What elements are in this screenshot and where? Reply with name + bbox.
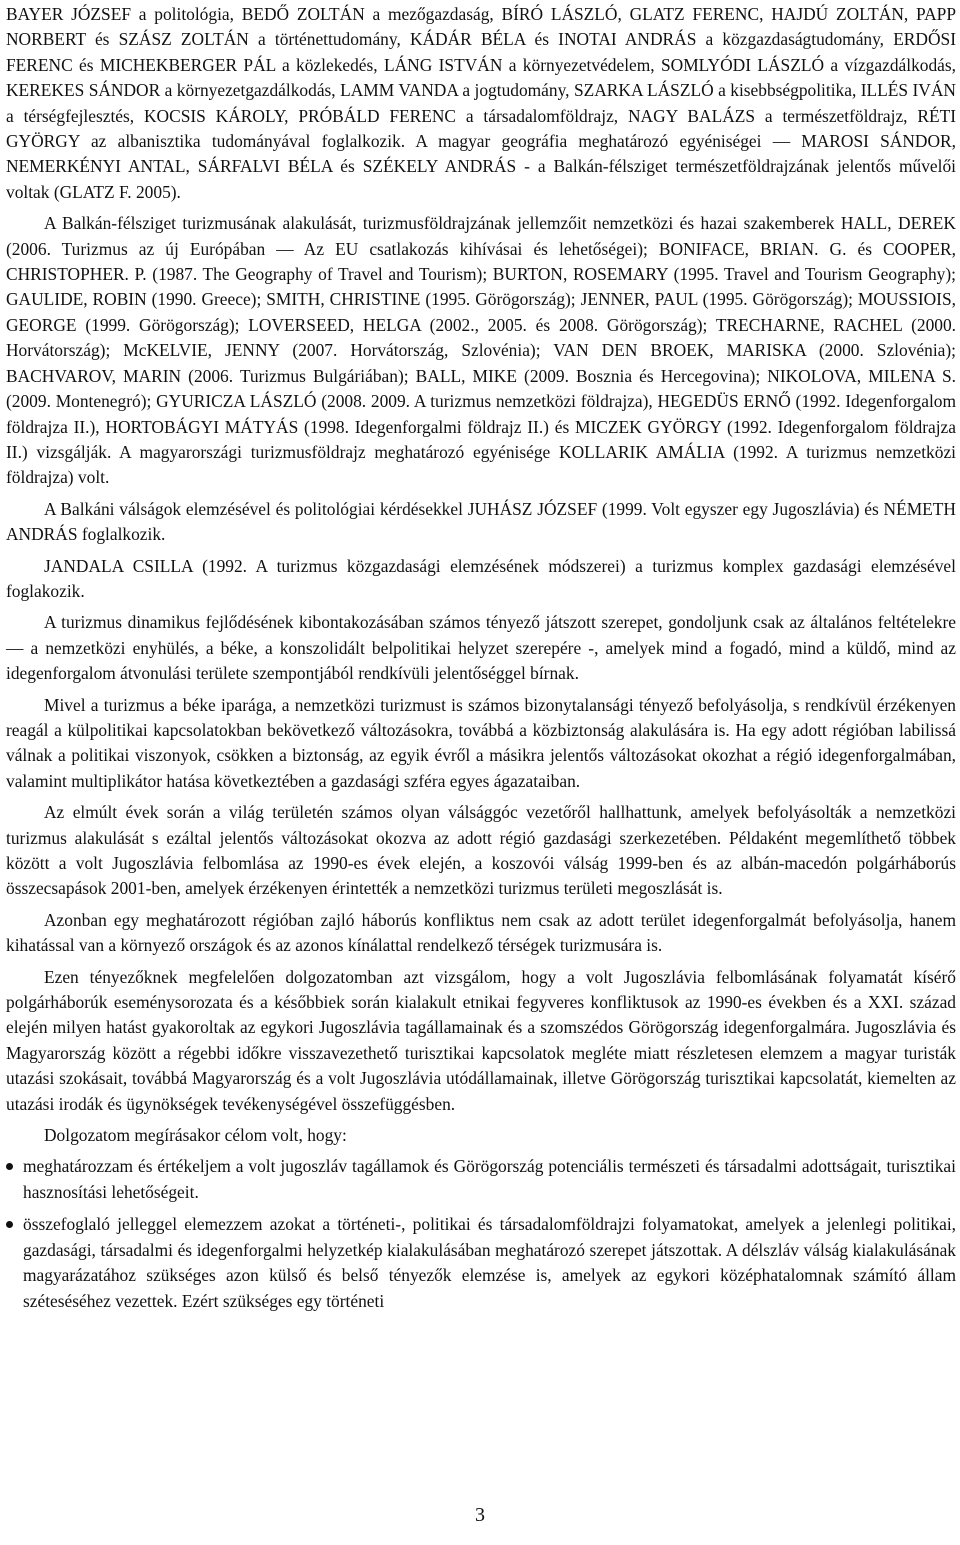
paragraph-jandala: JANDALA CSILLA (1992. A turizmus közgazdasági elemzésének módszerei) a turizmus komplex gazdasági elemzésével foglakozik. bbox=[6, 555, 956, 601]
paragraph-thesis-scope: Ezen tényezőknek megfelelően dolgozatomban azt vizsgálom, hogy a volt Jugoszlávia felbomlásának folyamatát kísérő polgárháborúk eseménysorozata és a későbbiek során kialakult etnikai fegyveres konfliktusok az 1990-es években és a XXI. század elején milyen hatást gyakoroltak az egykori Jugoszlávia tagállamainak és a szomszédos Görögország idegenforgalmára. Jugoszlávia és Magyarország között a régebbi időkre visszavezethető turisztikai kapcsolatok megléte miatt részletesen elemzem a magyar turisták utazási szokásait, továbbá Magyarország és a volt Jugoszlávia utódállamainak, illetve Görögország turisztikai kapcsolatát, kiemelten az utazási irodák és ügynökségek tevékenységével összefüggésben. bbox=[6, 966, 956, 1114]
list-item: összefoglaló jelleggel elemezzem azokat a történeti-, politikai és társadalomföldrajzi folyamatokat, amelyek a jelenlegi politikai, gazdasági, társadalmi és idegenforgalmi helyzetkép kialakulásában meghatározó szerepet játszottak. A délszláv válság kialakulásának magyarázatához szükséges azon külső és belső tényezők elemzése is, amelyek az egykori középhatalomnak számító állam széteséséhez vezettek. Ezért szükséges egy történeti bbox=[6, 1212, 956, 1314]
paragraph-researchers: BAYER JÓZSEF a politológia, BEDŐ ZOLTÁN a mezőgazdaság, BÍRÓ LÁSZLÓ, GLATZ FERENC, HAJDÚ ZOLTÁN, PAPP NORBERT és SZÁSZ ZOLTÁN a történettudomány, KÁDÁR BÉLA és INOTAI ANDRÁS a közgazdaságtudomány, ERDŐSI FERENC és MICHEKBERGER PÁL a közlekedés, LÁNG ISTVÁN a környezetvédelem, SOMLYÓDI LÁSZLÓ a vízgazdálkodás, KEREKES SÁNDOR a környezetgazdálkodás, LAMM VANDA a jogtudomány, SZARKA LÁSZLÓ a kisebbségpolitika, ILLÉS IVÁN a térségfejlesztés, KOCSIS KÁROLY, PRÓBÁLD FERENC a társadalomföldrajz, NAGY BALÁZS a természetföldrajz, RÉTI GYÖRGY az albanisztika tudományával foglalkozik. A magyar geográfia meghatározó egyéniségei ― MAROSI SÁNDOR, NEMERKÉNYI ANTAL, SÁRFALVI BÉLA és SZÉKELY ANDRÁS - a Balkán-félsziget természetföldrajzának jelentős művelői voltak (GLATZ F. 2005). bbox=[6, 4, 956, 202]
paragraph-balkan-crises: A Balkáni válságok elemzésével és politológiai kérdésekkel JUHÁSZ JÓZSEF (1999. Volt egyszer egy Jugoszlávia) és NÉMETH ANDRÁS foglalkozik. bbox=[6, 498, 956, 545]
paragraph-peace-industry: Mivel a turizmus a béke iparága, a nemzetközi turizmust is számos bizonytalansági tényező befolyásolja, s rendkívül érzékenyen reagál a külpolitikai kapcsolatokban bekövetkező változásokra, továbbá a közbiztonság alakulására is. Ha egy adott régióban labilissá válnak a politikai viszonyok, csökken a biztonság, az egyik évről a másikra jelentős változásokat okozhat a régió idegenforgalmában, valamint multiplikátor hatása következtében a gazdasági szféra egyes ágazataiban. bbox=[6, 694, 956, 791]
goals-list bbox=[6, 1154, 956, 1313]
paragraph-tourism-experts: A Balkán-félsziget turizmusának alakulását, turizmusföldrajzának jellemzőit nemzetközi és hazai szakemberek HALL, DEREK (2006. Turizmus az új Európában ― Az EU csatlakozás kihívásai és lehetőségei); BONIFACE, BRIAN. G. és COOPER, CHRISTOPHER. P. (1987. The Geography of Travel and Tourism); BURTON, ROSEMARY (1995. Travel and Tourism Geography); GAULIDE, ROBIN (1990. Greece); SMITH, CHRISTINE (1995. Görögország); JENNER, PAUL (1995. Görögország); MOUSSIOIS, GEORGE (1999. Görögország); LOVERSEED, HELGA (2002., 2005. és 2008. Görögország); TRECHARNE, RACHEL (2000. Horvátország); McKELVIE, JENNY (2007. Horvátország, Szlovénia); VAN DEN BROEK, MARISKA (2000. Szlovénia); BACHVAROV, MARIN (2006. Turizmus Bulgáriában); BALL, MIKE (2009. Bosznia és Hercegovina); NIKOLOVA, MILENA S. (2009. Montenegró); GYURICZA LÁSZLÓ (2008. 2009. A turizmus nemzetközi földrajza), HEGEDÜS ERNŐ (1992. Idegenforgalom földrajza II.), HORTOBÁGYI MÁTYÁS (1998. Idegenforgalmi földrajz II.) és MICZEK GYÖRGY (1992. Idegenforgalom földrajza II.) vizsgálják. A magyarországi turizmusföldrajz meghatározó egyénisége KOLLARIK AMÁLIA (1992. A turizmus nemzetközi földrajza) volt. bbox=[6, 213, 956, 488]
paragraph-tourism-dynamics: A turizmus dinamikus fejlődésének kibontakozásában számos tényező játszott szerepet, gondoljunk csak az általános feltételekre ― a nemzetközi enyhülés, a béke, a konszolidált belpolitikai helyzet szerepére -, amelyek mind a fogadó, mind a küldő, mind az idegenforgalom átvonulási területe szempontjából rendkívüli jelentőséggel bírnak. bbox=[6, 612, 956, 684]
paragraph-goals-intro: Dolgozatom megírásakor célom volt, hogy: bbox=[44, 1125, 347, 1146]
paragraph-regional-conflict: Azonban egy meghatározott régióban zajló háborús konfliktus nem csak az adott terület idegenforgalmát befolyásolja, hanem kihatással van a környező országok és az azonos kínálattal rendelkező térségek turizmusára is. bbox=[6, 909, 956, 956]
page-number: 3 bbox=[475, 1504, 485, 1526]
body-text bbox=[6, 2, 956, 1321]
paragraph-crisis-hotspots: Az elmúlt évek során a világ területén számos olyan válsággóc vezetőről hallhattunk, amelyek befolyásolták a nemzetközi turizmus alakulását s ezáltal jelentős változásokat okozva az adott régió gazdasági szerkezetében. Példaként megemlíthető többek között a volt Jugoszlávia felbomlása az 1990-es évek elején, a koszovói válság 1999-ben és az albán-macedón polgárháborús összecsapások 2001-ben, amelyek érzékenyen érintették a nemzetközi turizmus területi megoszlását is. bbox=[6, 802, 956, 899]
list-item: meghatározzam és értékeljem a volt jugoszláv tagállamok és Görögország potenciális természeti és társadalmi adottságait, turisztikai hasznosítási lehetőségeit. bbox=[6, 1154, 956, 1205]
